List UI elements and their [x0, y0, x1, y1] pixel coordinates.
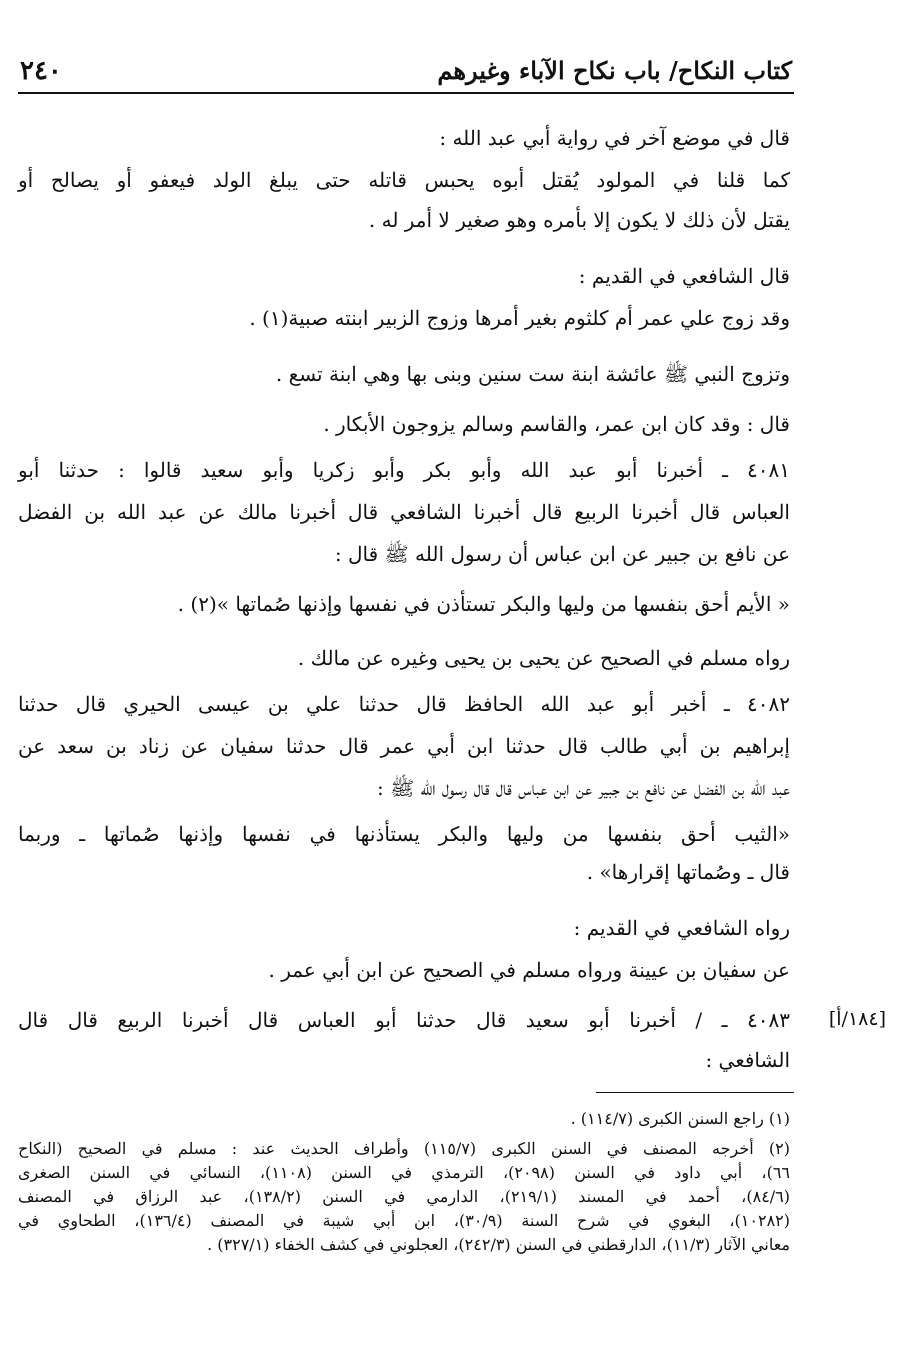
page-number: ٢٤٠ [20, 56, 62, 86]
body-line: رواه الشافعي في القديم : [573, 916, 790, 940]
body-line: الشافعي : [705, 1048, 790, 1072]
body-line: ٤٠٨٢ ـ أخبر أبو عبد الله الحافظ قال حدثنا علي بن عيسى الحيري قال حدثنا [18, 692, 790, 716]
body-line: « الأيم أحق بنفسها من وليها والبكر تستأذن في نفسها وإذنها صُماتها »(٢) . [177, 592, 790, 616]
body-line: عن نافع بن جبير عن ابن عباس أن رسول الله ﷺ قال : [334, 542, 790, 566]
body-line: يقتل لأن ذلك لا يكون إلا بأمره وهو صغير لا أمر له . [368, 208, 790, 232]
body-line: قال ـ وصُماتها إقرارها» . [586, 860, 790, 884]
body-line: وقد زوج علي عمر أم كلثوم بغير أمرها وزوج الزبير ابنته صبية(١) . [249, 306, 790, 330]
footnote-line: (١٠٢٨٢)، البغوي في شرح السنة (٣٠/٩)، ابن أبي شيبة في المصنف (١٣٦/٤)، الطحاوي في [18, 1211, 790, 1230]
footnote-line: ٦٦)، أبي داود في السنن (٢٠٩٨)، الترمذي في السنن (١١٠٨)، النسائي في السنن الصغرى [18, 1163, 791, 1182]
header-title: كتاب النكاح/ باب نكاح الآباء وغيرهم [437, 56, 792, 85]
body-line: قال : وقد كان ابن عمر، والقاسم وسالم يزوجون الأبكار . [323, 412, 790, 436]
body-line: العباس قال أخبرنا الربيع قال أخبرنا الشافعي قال أخبرنا مالك عن عبد الله بن الفضل [18, 500, 790, 524]
footnote-line: (١) راجع السنن الكبرى (١١٤/٧) . [570, 1109, 790, 1128]
footnote-line: (٨٤/٦)، أحمد في المسند (٢١٩/١)، الدارمي في السنن (١٣٨/٢)، عبد الرزاق في المصنف [18, 1187, 791, 1206]
footnote-divider [596, 1092, 794, 1093]
body-line: عن سفيان بن عيينة ورواه مسلم في الصحيح عن ابن أبي عمر . [268, 958, 790, 982]
body-line: كما قلنا في المولود يُقتل أبوه يحبس قاتله حتى يبلغ الولد فيعفو أو يصالح أو [18, 168, 790, 192]
body-line: قال الشافعي في القديم : [578, 264, 790, 288]
body-line: عبد الله بن الفضل عن نافع بن جبير عن ابن عباس قال قال رسول الله ﷺ : [377, 776, 790, 800]
body-line: «الثيب أحق بنفسها من وليها والبكر يستأذنها في نفسها وإذنها صُماتها ـ وربما [18, 822, 790, 846]
margin-folio-note: [١٨٤/أ] [828, 1008, 886, 1030]
body-line: إبراهيم بن أبي طالب قال حدثنا ابن أبي عمر قال حدثنا سفيان عن زناد بن سعد عن [18, 734, 790, 758]
body-line: رواه مسلم في الصحيح عن يحيى بن يحيى وغيره عن مالك . [297, 646, 790, 670]
body-line: ٤٠٨١ ـ أخبرنا أبو عبد الله وأبو بكر وأبو زكريا وأبو سعيد قالوا : حدثنا أبو [18, 458, 790, 482]
body-line: وتزوج النبي ﷺ عائشة ابنة ست سنين وبنى بها وهي ابنة تسع . [275, 362, 790, 386]
body-line: قال في موضع آخر في رواية أبي عبد الله : [439, 126, 790, 150]
footnote-line: (٢) أخرجه المصنف في السنن الكبرى (١١٥/٧) وأطراف الحديث عند : مسلم في الصحيح (النكاح [18, 1139, 791, 1158]
footnote-line: معاني الآثار (١١/٣)، الدارقطني في السنن (٢٤٢/٣)، العجلوني في كشف الخفاء (٣٢٧/١) . [207, 1235, 790, 1254]
body-line: ٤٠٨٣ ـ / أخبرنا أبو سعيد قال حدثنا أبو العباس قال أخبرنا الربيع قال قال [18, 1008, 790, 1032]
header-divider [18, 92, 794, 94]
